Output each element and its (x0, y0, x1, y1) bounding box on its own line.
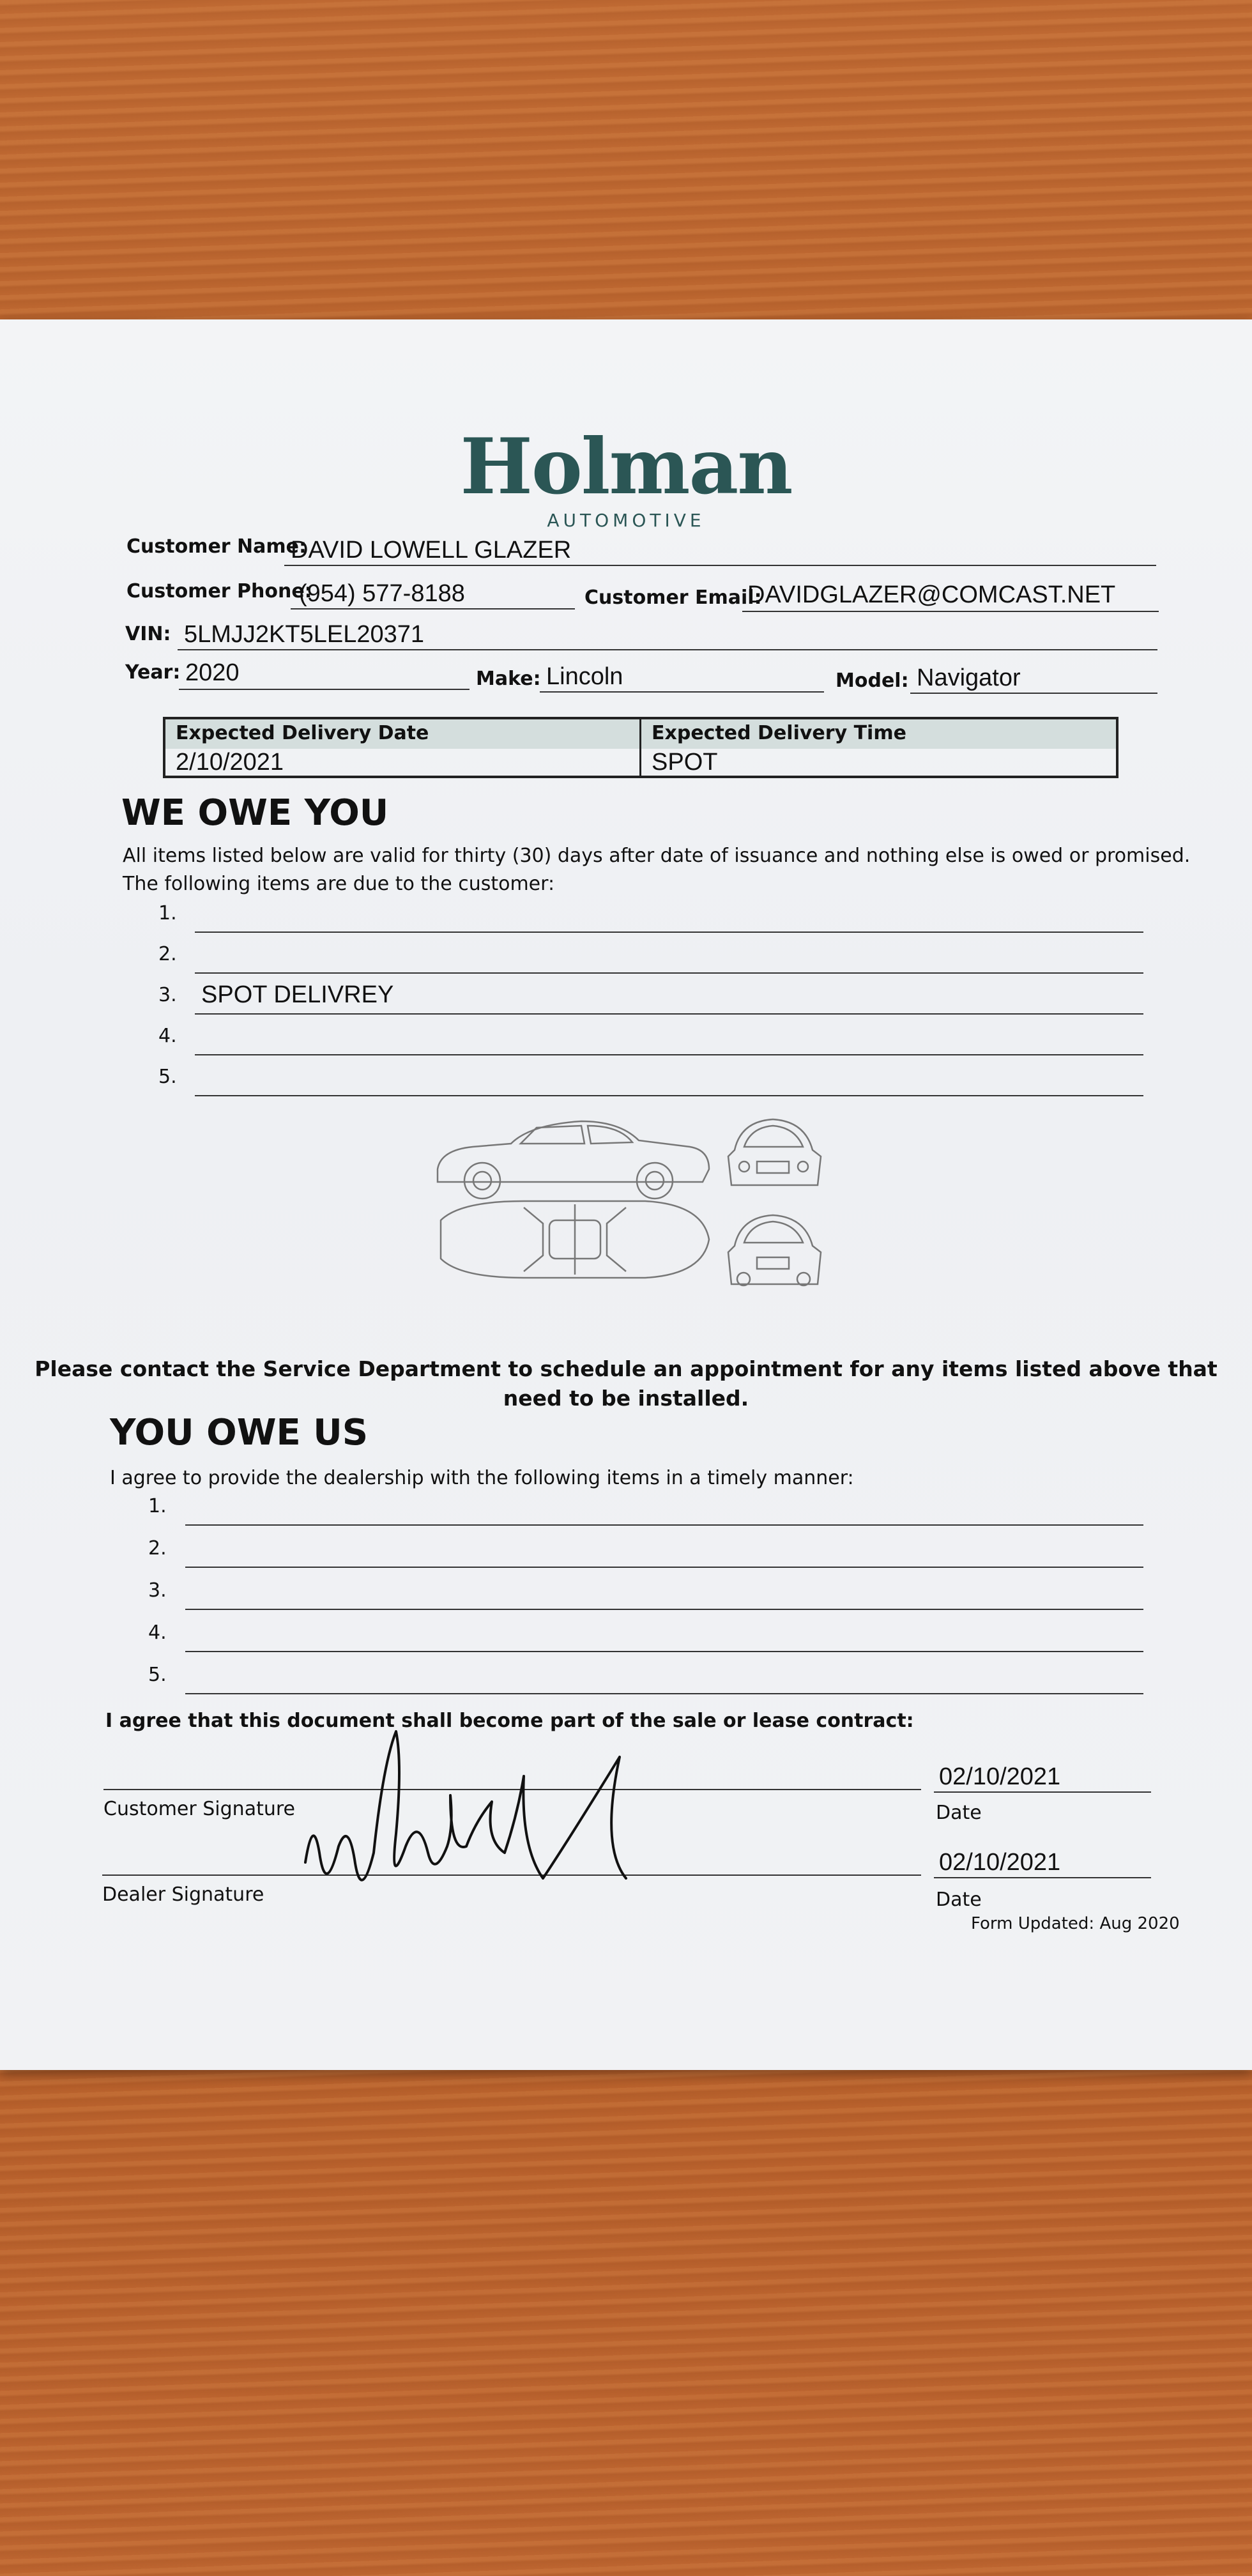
customer-email-label: Customer Email: (584, 586, 762, 609)
customer-name-label: Customer Name: (126, 535, 307, 558)
year-line (179, 689, 470, 690)
you-owe-item-line (185, 1693, 1143, 1694)
car-front-view-icon (728, 1119, 821, 1185)
you-owe-item-number: 5. (148, 1664, 167, 1686)
car-rear-view-icon (728, 1215, 821, 1285)
document-page (0, 319, 1252, 2070)
we-owe-you-heading: WE OWE YOU (121, 792, 389, 834)
vin-label: VIN: (125, 623, 171, 645)
we-owe-item-number: 5. (158, 1066, 177, 1088)
delivery-date-value: 2/10/2021 (176, 749, 284, 776)
car-side-view-icon (438, 1121, 709, 1199)
customer-email-line (742, 611, 1159, 612)
customer-date-label: Date (936, 1802, 982, 1824)
we-owe-item-number: 4. (158, 1025, 177, 1047)
holman-logo: Holman (460, 422, 792, 512)
handwritten-signature (300, 1725, 658, 1917)
you-owe-item-number: 1. (148, 1495, 167, 1517)
you-owe-us-heading: YOU OWE US (110, 1412, 369, 1453)
service-note-line-2: need to be installed. (503, 1386, 749, 1411)
customer-signature-label: Customer Signature (103, 1798, 295, 1820)
we-owe-item-line (195, 1054, 1143, 1055)
you-owe-item-line (185, 1567, 1143, 1568)
we-owe-item-line (195, 1095, 1143, 1096)
vin-line (178, 649, 1157, 650)
we-owe-item-value: SPOT DELIVREY (201, 981, 394, 1008)
year-value: 2020 (185, 659, 240, 686)
car-top-view-icon (441, 1201, 709, 1278)
we-owe-item-number: 1. (158, 902, 177, 924)
you-owe-intro-text: I agree to provide the dealership with the following items in a timely manner: (110, 1467, 854, 1489)
dealer-date-label: Date (936, 1889, 982, 1911)
we-owe-item-number: 2. (158, 943, 177, 965)
dealer-signature-label: Dealer Signature (102, 1883, 264, 1906)
vehicle-damage-diagram (434, 1112, 843, 1316)
delivery-time-header: Expected Delivery Time (641, 719, 1116, 749)
logo-subtitle: AUTOMOTIVE (547, 510, 705, 531)
we-owe-item-line (195, 972, 1143, 974)
agreement-text: I agree that this document shall become part of the sale or lease contract: (105, 1710, 914, 1732)
make-value: Lincoln (546, 663, 623, 690)
you-owe-item-number: 4. (148, 1621, 167, 1644)
customer-phone-line (291, 608, 575, 610)
customer-date-value: 02/10/2021 (939, 1763, 1061, 1790)
you-owe-item-number: 2. (148, 1537, 167, 1560)
model-value: Navigator (917, 664, 1021, 691)
customer-name-line (284, 565, 1156, 566)
we-owe-item-number: 3. (158, 984, 177, 1006)
delivery-time-value: SPOT (652, 749, 718, 776)
customer-phone-label: Customer Phone: (126, 580, 312, 602)
we-owe-validity-text: All items listed below are valid for thirty (30) days after date of issuance and nothing else is owed or promised. (123, 845, 1191, 867)
vin-value: 5LMJJ2KT5LEL20371 (184, 621, 425, 648)
model-label: Model: (836, 670, 909, 692)
dealer-date-line (934, 1877, 1151, 1878)
you-owe-item-number: 3. (148, 1579, 167, 1602)
you-owe-item-line (185, 1524, 1143, 1526)
delivery-date-cell (165, 719, 641, 776)
customer-email-value: DAVIDGLAZER@COMCAST.NET (747, 581, 1116, 608)
customer-phone-value: (954) 577-8188 (299, 580, 465, 607)
year-label: Year: (125, 661, 181, 684)
delivery-date-header: Expected Delivery Date (165, 719, 639, 749)
you-owe-item-line (185, 1651, 1143, 1652)
form-updated-footer: Form Updated: Aug 2020 (971, 1914, 1180, 1933)
we-owe-item-line (195, 931, 1143, 933)
service-note-line-1: Please contact the Service Department to schedule an appointment for any items listed above that (34, 1356, 1218, 1381)
customer-name-value: DAVID LOWELL GLAZER (291, 537, 572, 564)
delivery-time-cell (641, 719, 1116, 776)
you-owe-item-line (185, 1609, 1143, 1610)
customer-date-line (934, 1791, 1151, 1793)
model-line (910, 693, 1157, 694)
make-line (540, 691, 824, 693)
we-owe-item-line (195, 1013, 1143, 1015)
we-owe-intro-text: The following items are due to the customer: (123, 873, 555, 895)
expected-delivery-table (163, 717, 1118, 778)
dealer-date-value: 02/10/2021 (939, 1849, 1061, 1876)
make-label: Make: (476, 668, 541, 690)
